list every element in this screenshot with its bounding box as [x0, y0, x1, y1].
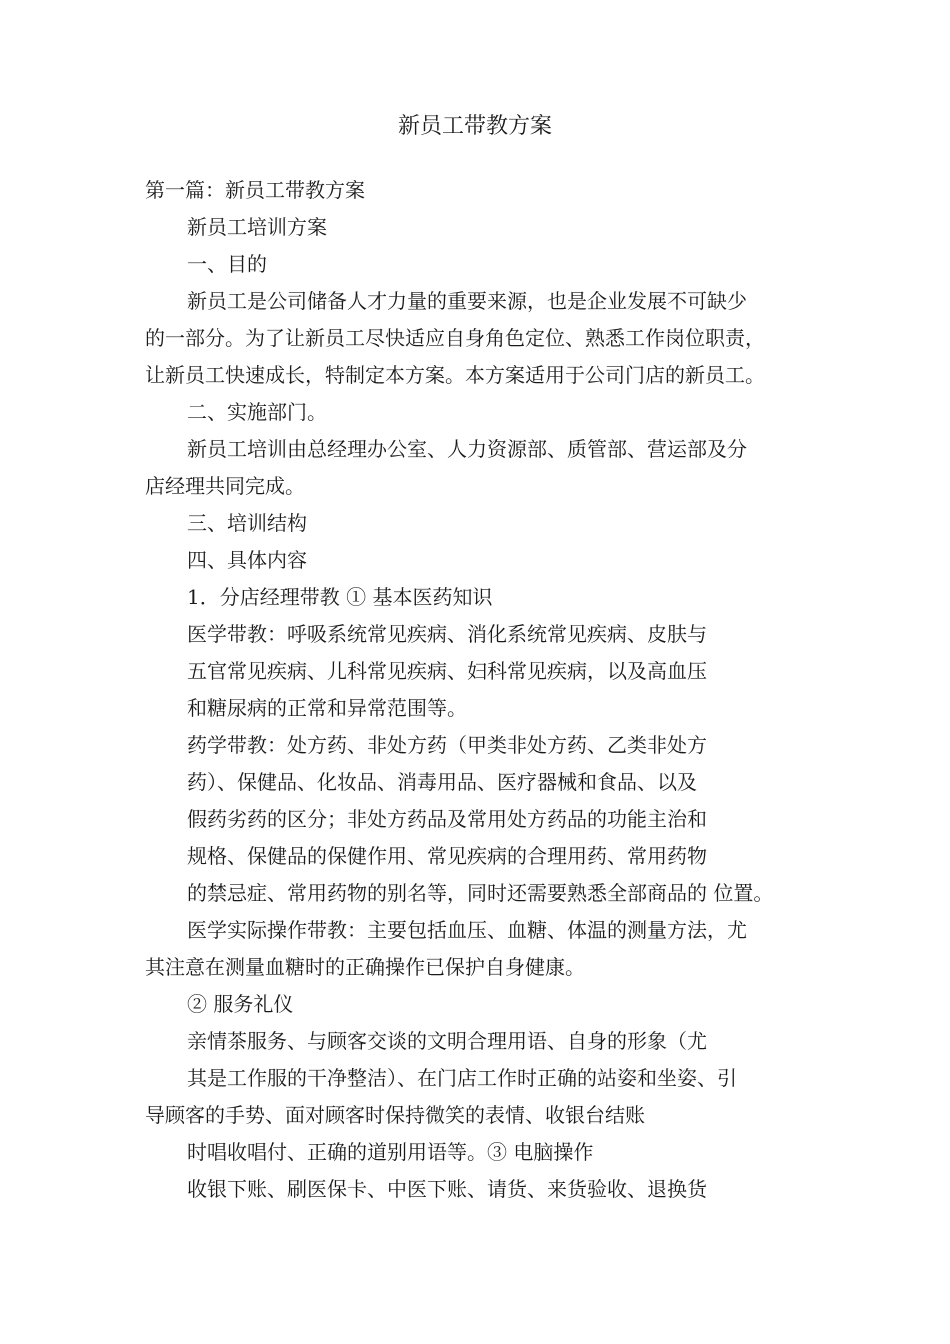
heading-content: 四、具体内容: [187, 548, 307, 572]
paragraph-line: 的禁忌症、常用药物的别名等，同时还需要熟悉全部商品的 位置。: [187, 881, 774, 905]
paragraph-line: 假药劣药的区分；非处方药品及常用处方药品的功能主治和: [187, 807, 707, 831]
paragraph-line: 和糖尿病的正常和异常范围等。: [187, 696, 467, 720]
heading-structure: 三、培训结构: [187, 511, 307, 535]
paragraph-line: 时唱收唱付、正确的道别用语等。③ 电脑操作: [187, 1140, 594, 1164]
paragraph-line: 导顾客的手势、面对顾客时保持微笑的表情、收银台结账: [145, 1103, 645, 1127]
paragraph-line: 亲情茶服务、与顾客交谈的文明合理用语、自身的形象（尤: [187, 1029, 707, 1053]
paragraph-line: 医学实际操作带教：主要包括血压、血糖、体温的测量方法，尤: [187, 918, 747, 942]
section-heading: 第一篇：新员工带教方案: [145, 178, 365, 202]
paragraph-line: 其是工作服的干净整洁）、在门店工作时正确的站姿和坐姿、引: [187, 1066, 737, 1090]
paragraph-line: 药学带教：处方药、非处方药（甲类非处方药、乙类非处方: [187, 733, 707, 757]
paragraph-line: 五官常见疾病、儿科常见疾病、妇科常见疾病，以及高血压: [187, 659, 707, 683]
paragraph-line: 新员工是公司储备人才力量的重要来源，也是企业发展不可缺少: [187, 289, 747, 313]
subheading-etiquette: ② 服务礼仪: [187, 992, 294, 1016]
document-title: 新员工带教方案: [397, 114, 552, 139]
paragraph-line: 新员工培训由总经理办公室、人力资源部、质管部、营运部及分: [187, 437, 747, 461]
paragraph-line: 其注意在测量血糖时的正确操作已保护自身健康。: [145, 955, 585, 979]
heading-purpose: 一、目的: [187, 252, 267, 276]
paragraph-line: 医学带教：呼吸系统常见疾病、消化系统常见疾病、皮肤与: [187, 622, 707, 646]
paragraph-line: 收银下账、刷医保卡、中医下账、请货、来货验收、退换货: [187, 1177, 707, 1201]
subtitle: 新员工培训方案: [187, 215, 327, 239]
heading-department: 二、实施部门。: [187, 400, 327, 424]
paragraph-line: 的一部分。为了让新员工尽快适应自身角色定位、熟悉工作岗位职责，: [145, 326, 765, 350]
subheading-manager: 1．分店经理带教 ① 基本医药知识: [187, 585, 493, 609]
paragraph-line: 店经理共同完成。: [145, 474, 305, 498]
paragraph-line: 规格、保健品的保健作用、常见疾病的合理用药、常用药物: [187, 844, 707, 868]
paragraph-line: 药）、保健品、化妆品、消毒用品、医疗器械和食品、以及: [187, 770, 697, 794]
paragraph-line: 让新员工快速成长，特制定本方案。本方案适用于公司门店的新员工。: [145, 363, 765, 387]
